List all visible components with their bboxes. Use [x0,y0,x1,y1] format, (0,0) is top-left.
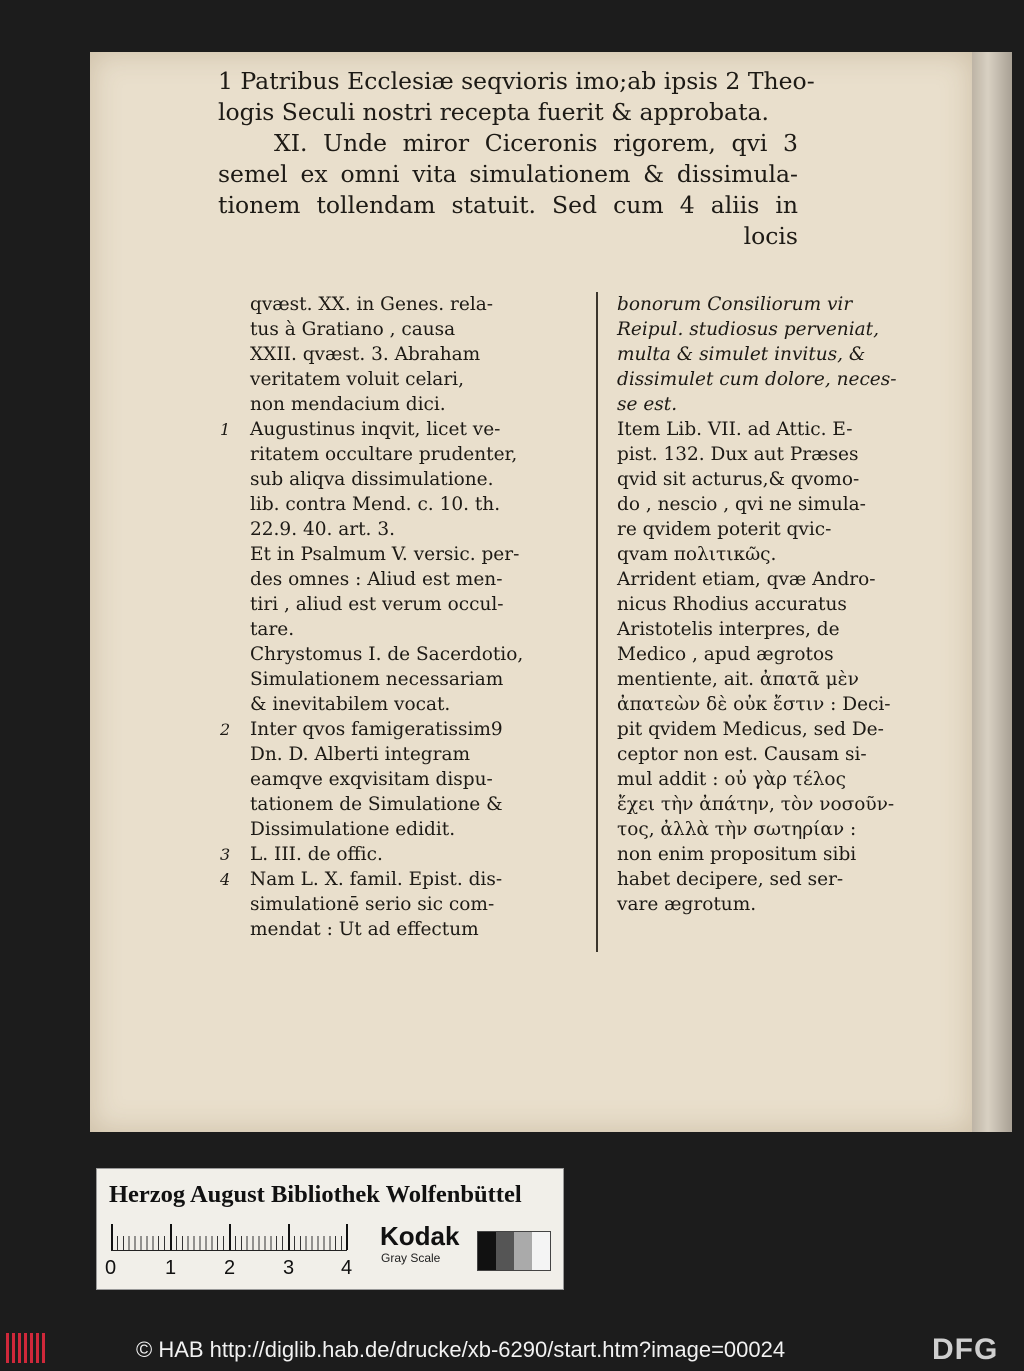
footnote-line [220,867,592,892]
footnote-line [232,517,592,542]
footnote-line: bonorum Consiliorum vir [617,294,853,315]
footnote-line: qvid sit acturus,& qvomo- [617,469,860,490]
footnote-text: tationem de Simulatione & [250,794,503,815]
footnote-line [232,492,592,517]
footnote-line: ἔχει τὴν ἀπάτην, τὸν νοσοῦν- [617,794,895,815]
footnote-line [232,292,592,317]
gray-scale-label: Gray Scale [381,1251,441,1265]
footnote-text: lib. contra Mend. c. 10. th. [250,494,501,515]
footnote-line [232,742,592,767]
footnote-line [232,917,592,942]
footnote-line: ceptor non est. Causam si- [617,744,867,765]
footnote-line [232,567,592,592]
footnote-number: 2 [220,720,231,739]
dfg-logo: DFG [932,1333,999,1366]
ruler-numbers [103,1257,353,1281]
footnote-line: pit qvidem Medicus, sed De- [617,719,884,740]
footnote-line: ἀπατεὼν δὲ οὐκ ἔστιν : Deci- [617,694,891,715]
footnote-line [232,367,592,392]
ruler-number: 3 [283,1257,295,1279]
footnote-number: 3 [220,845,231,864]
footnote-text: Dn. D. Alberti integram [250,744,471,765]
footnotes-left [220,292,592,942]
footnote-text: mendat : Ut ad effectum [250,919,479,940]
footnote-line [232,342,592,367]
ruler-number: 2 [224,1257,236,1279]
footnotes-right [617,292,897,917]
ruler-number: 1 [165,1257,177,1279]
footnote-line: pist. 132. Dux aut Præses [617,444,859,465]
footnote-text: sub aliqva dissimulatione. [250,469,494,490]
footnote-line: dissimulet cum dolore, neces- [617,369,897,390]
gray-swatches [477,1231,551,1271]
footnote-text: des omnes : Aliud est men- [250,569,503,590]
footnote-text: Chrystomus I. de Sacerdotio, [250,644,524,665]
footnote-line: do , nescio , qvi ne simula- [617,494,866,515]
footnote-line: non enim propositum sibi [617,844,857,865]
footnote-text: tiri , aliud est verum occul- [250,594,504,615]
footnote-number: 1 [220,420,231,439]
footnote-line [232,542,592,567]
footnote-text: 22.9. 40. art. 3. [250,519,395,540]
footnote-line: mentiente, ait. ἀπατᾶ μὲν [617,669,859,690]
footnote-line: qvam πολιτικῶς. [617,544,777,565]
footnote-line [232,617,592,642]
footnote-text: Simulationem necessariam [250,669,504,690]
ruler-number: 4 [341,1257,353,1279]
footnote-line: habet decipere, sed ser- [617,869,844,890]
footnote-line: Reipul. studiosus perveniat, [617,319,879,340]
ruler-number: 0 [105,1257,117,1279]
main-text [218,66,815,252]
footnote-line: se est. [617,394,678,415]
footnote-line: τος, ἀλλὰ τὴν σωτηρίαν : [617,819,857,840]
footnote-line: multa & simulet invitus, & [617,344,866,365]
footnote-text: qvæst. XX. in Genes. rela- [250,294,494,315]
footnote-line [232,792,592,817]
footnote-line [220,717,592,742]
main-line: 1 Patribus Ecclesiæ seqvioris imo;ab ipsis 2 Theo- [218,67,815,95]
footnote-number: 4 [220,870,231,889]
copyright-link[interactable]: © HAB http://diglib.hab.de/drucke/xb-6290/start.htm?image=00024 [136,1337,786,1362]
footnote-line [232,317,592,342]
footnote-line [232,767,592,792]
footnote-line: Arrident etiam, qvæ Andro- [617,569,876,590]
footnote-line [232,667,592,692]
footnote-line: vare ægrotum. [617,894,757,915]
footnote-line [220,842,592,867]
footnote-text: simulationē serio sic com- [250,894,495,915]
main-line: tionem tollendam statuit. Sed cum 4 aliis in [218,191,798,219]
main-line: XI. Unde miror Ciceronis rigorem, qvi 3 [274,129,798,157]
footnote-line [232,442,592,467]
footnote-line: Aristotelis interpres, de [617,619,840,640]
footnote-text: L. III. de offic. [250,844,383,865]
hab-logo-icon [6,1333,48,1363]
calibration-card [96,1168,564,1290]
footnote-line [232,392,592,417]
footnote-text: Inter qvos famigeratissim9 [250,719,503,740]
footnote-text: Augustinus inqvit, licet ve- [250,419,501,440]
column-divider [596,292,598,952]
footnote-text: Dissimulatione edidit. [250,819,456,840]
footnote-text: veritatem voluit celari, [250,369,464,390]
footnote-line [232,642,592,667]
footnote-text: ritatem occultare prudenter, [250,444,518,465]
footnote-text: tus à Gratiano , causa [250,319,456,340]
footnote-text: tare. [250,619,295,640]
kodak-logo: Kodak [380,1221,460,1251]
footnote-text: eamqve exqvisitam dispu- [250,769,493,790]
footnote-text: non mendacium dici. [250,394,446,415]
page-edge [972,52,1012,1132]
footnote-line: nicus Rhodius accuratus [617,594,847,615]
card-title: Herzog August Bibliothek Wolfenbüttel [109,1181,522,1208]
ruler [111,1224,347,1251]
footnote-text: & inevitabilem vocat. [250,694,451,715]
footnote-line [232,692,592,717]
footnote-text: XXII. qvæst. 3. Abraham [250,344,481,365]
footnote-text: Et in Psalmum V. versic. per- [250,544,520,565]
footnote-line: Item Lib. VII. ad Attic. E- [617,419,853,440]
footnote-text: Nam L. X. famil. Epist. dis- [250,869,503,890]
main-line: locis [743,222,798,250]
footnote-line [232,592,592,617]
footnote-line: re qvidem poterit qvic- [617,519,832,540]
footnote-line: Medico , apud ægrotos [617,644,834,665]
footnote-line [232,467,592,492]
footnote-line [220,417,592,442]
footnote-line [232,892,592,917]
footnote-line: mul addit : οὐ γὰρ τέλος [617,769,846,790]
footnote-line [232,817,592,842]
main-line: semel ex omni vita simulationem & dissimula- [218,160,798,188]
main-line: logis Seculi nostri recepta fuerit & approbata. [218,98,769,126]
